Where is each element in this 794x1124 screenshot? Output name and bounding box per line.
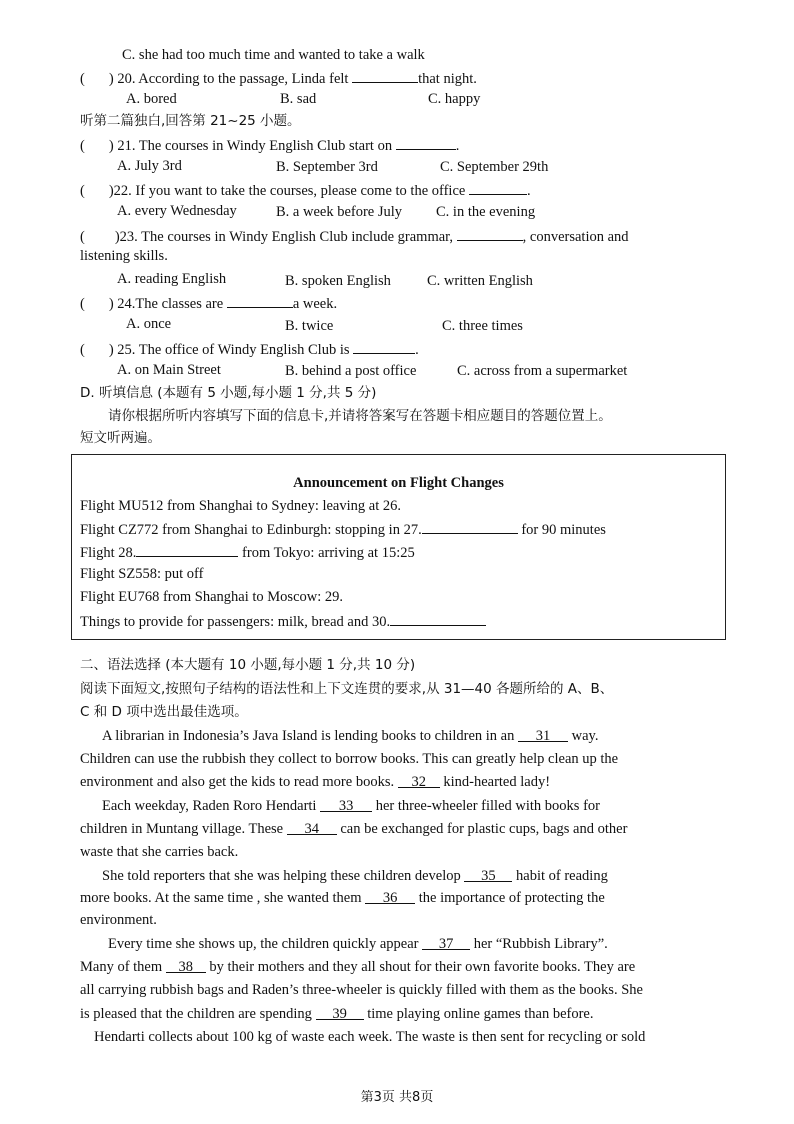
q21-stem: ( ) 21. The courses in Windy English Club start on . bbox=[80, 134, 459, 156]
passage-line: Each weekday, Raden Roro Hendarti 33 her three-wheeler filled with books for bbox=[102, 798, 600, 814]
q22-stem: ( )22. If you want to take the courses, please come to the office . bbox=[80, 179, 531, 201]
q20-option-b: B. sad bbox=[280, 91, 317, 107]
q25-option-a: A. on Main Street bbox=[117, 362, 221, 378]
card-line-flight-cz772: Flight CZ772 from Shanghai to Edinburgh: stopping in 27. for 90 minutes bbox=[80, 518, 606, 540]
grammar-instruction-2: C 和 D 项中选出最佳选项。 bbox=[80, 704, 248, 720]
q24-blank[interactable] bbox=[227, 292, 293, 308]
passage-line: environment. bbox=[80, 912, 157, 928]
q22-blank[interactable] bbox=[469, 179, 527, 195]
q24-option-b: B. twice bbox=[285, 318, 334, 334]
passage-line: waste that she carries back. bbox=[80, 844, 239, 860]
passage-line: children in Muntang village. These 34 can be exchanged for plastic cups, bags and other bbox=[80, 821, 628, 837]
blank-31[interactable]: 31 bbox=[518, 726, 568, 742]
passage-line: environment and also get the kids to read more books. 32 kind-hearted lady! bbox=[80, 774, 551, 790]
blank-36[interactable]: 36 bbox=[365, 888, 415, 904]
q19-option-c: C. she had too much time and wanted to take a walk bbox=[122, 47, 425, 63]
blank-34[interactable]: 34 bbox=[287, 819, 337, 835]
q20-blank[interactable] bbox=[352, 67, 418, 83]
blank-39[interactable]: 39 bbox=[316, 1004, 364, 1020]
q23-stem: ( )23. The courses in Windy English Club include grammar, , conversation and bbox=[80, 225, 629, 247]
card-line-flight-sz558: Flight SZ558: put off bbox=[80, 566, 204, 582]
q23-blank[interactable] bbox=[457, 225, 523, 241]
q20-option-a: A. bored bbox=[126, 91, 177, 107]
q24-option-a: A. once bbox=[126, 316, 172, 332]
passage-line: is pleased that the children are spending 39 time playing online games than before. bbox=[80, 1006, 594, 1022]
q21-option-b: B. September 3rd bbox=[276, 159, 378, 175]
flight-info-card bbox=[71, 454, 726, 640]
passage-line: all carrying rubbish bags and Raden’s three-wheeler is quickly filled with them as the books. She bbox=[80, 982, 643, 998]
q22-option-b: B. a week before July bbox=[276, 204, 403, 220]
card-line-flight-mu512: Flight MU512 from Shanghai to Sydney: leaving at 26. bbox=[80, 498, 401, 514]
passage-line: more books. At the same time , she wanted them 36 the importance of protecting the bbox=[80, 890, 605, 906]
blank-32[interactable]: 32 bbox=[398, 772, 440, 788]
passage-line: Every time she shows up, the children quickly appear 37 her “Rubbish Library”. bbox=[108, 936, 608, 952]
passage-line: Hendarti collects about 100 kg of waste each week. The waste is then sent for recycling or sold bbox=[94, 1029, 646, 1045]
q21-option-c: C. September 29th bbox=[440, 159, 549, 175]
grammar-instruction-1: 阅读下面短文,按照句子结构的语法性和上下文连贯的要求,从 31—40 各题所给的 A、B、 bbox=[80, 681, 614, 697]
blank-38[interactable]: 38 bbox=[166, 957, 206, 973]
card-line-flight-eu768: Flight EU768 from Shanghai to Moscow: 29. bbox=[80, 589, 344, 605]
q21-blank[interactable] bbox=[396, 134, 456, 150]
blank-30[interactable] bbox=[390, 610, 486, 626]
q20-option-c: C. happy bbox=[428, 91, 481, 107]
blank-37[interactable]: 37 bbox=[422, 934, 470, 950]
q24-option-c: C. three times bbox=[442, 318, 523, 334]
blank-27[interactable] bbox=[422, 518, 518, 534]
passage-line: A librarian in Indonesia’s Java Island is lending books to children in an 31 way. bbox=[102, 728, 599, 744]
passage-line: She told reporters that she was helping these children develop 35 habit of reading bbox=[102, 868, 608, 884]
section-d-instruction-2: 短文听两遍。 bbox=[80, 430, 161, 446]
blank-35[interactable]: 35 bbox=[464, 866, 512, 882]
passage-line: Children can use the rubbish they collect to borrow books. This can greatly help clean up the bbox=[80, 751, 619, 767]
grammar-section-title: 二、语法选择 (本大题有 10 小题,每小题 1 分,共 10 分) bbox=[80, 657, 416, 673]
card-line-flight-28: Flight 28. from Tokyo: arriving at 15:25 bbox=[80, 541, 415, 563]
q22-option-c: C. in the evening bbox=[436, 204, 536, 220]
blank-28[interactable] bbox=[136, 541, 238, 557]
q21-option-a: A. July 3rd bbox=[117, 158, 182, 174]
section-21-25-title: 听第二篇独白,回答第 21~25 小题。 bbox=[80, 113, 301, 129]
blank-33[interactable]: 33 bbox=[320, 796, 372, 812]
passage-line: Many of them 38 by their mothers and they all shout for their own favorite books. They are bbox=[80, 959, 636, 975]
q20-stem: ( ) 20. According to the passage, Linda felt that night. bbox=[80, 67, 477, 89]
q22-option-a: A. every Wednesday bbox=[117, 203, 237, 219]
q25-stem: ( ) 25. The office of Windy English Club is . bbox=[80, 338, 419, 360]
q23-stem-continued: listening skills. bbox=[80, 248, 168, 264]
section-d-instruction: 请你根据所听内容填写下面的信息卡,并请将答案写在答题卡相应题目的答题位置上。 bbox=[108, 408, 612, 424]
card-title: Announcement on Flight Changes bbox=[293, 475, 504, 491]
q24-stem: ( ) 24.The classes are a week. bbox=[80, 292, 337, 314]
q23-option-a: A. reading English bbox=[117, 271, 227, 287]
section-d-title: D. 听填信息 (本题有 5 小题,每小题 1 分,共 5 分) bbox=[80, 385, 377, 401]
page-number: 第3页 共8页 bbox=[360, 1090, 434, 1105]
q25-option-b: B. behind a post office bbox=[285, 363, 417, 379]
q25-option-c: C. across from a supermarket bbox=[457, 363, 628, 379]
q25-blank[interactable] bbox=[353, 338, 415, 354]
q23-option-c: C. written English bbox=[427, 273, 533, 289]
card-line-things-to-provide: Things to provide for passengers: milk, bread and 30. bbox=[80, 610, 486, 632]
q23-option-b: B. spoken English bbox=[285, 273, 391, 289]
